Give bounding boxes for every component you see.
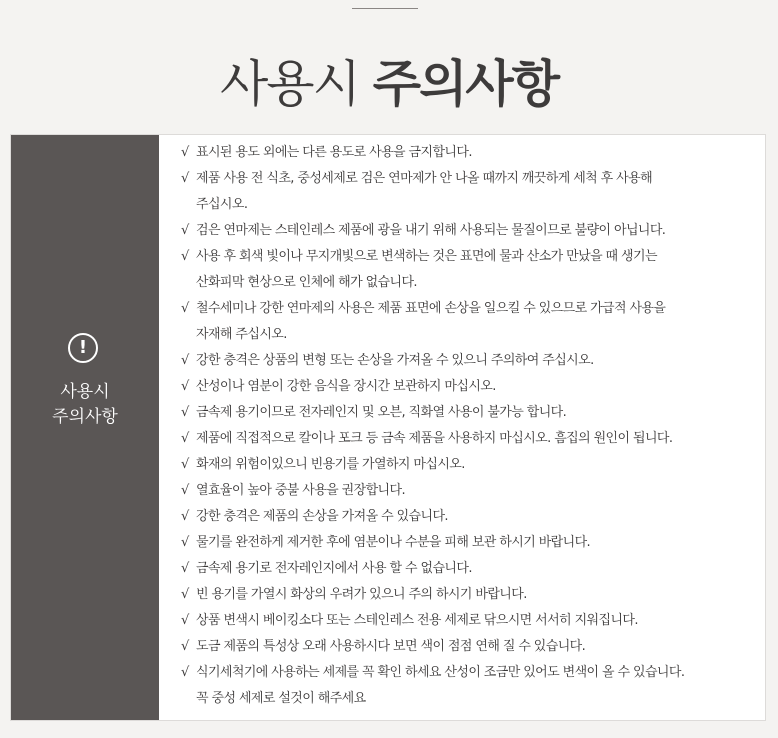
caution-item-text: 표시된 용도 외에는 다른 용도로 사용을 금지합니다.	[196, 145, 472, 160]
caution-item-text: 철수세미나 강한 연마제의 사용은 제품 표면에 손상을 일으킬 수 있으므로 가급적 사용을	[196, 301, 666, 316]
sidebar-label-line1: 사용시	[60, 382, 110, 402]
sidebar-label-line2: 주의사항	[52, 407, 118, 427]
sidebar-label	[11, 380, 159, 430]
caution-item-text: 도금 제품의 특성상 오래 사용하시다 보면 색이 점점 연해 질 수 있습니다.	[196, 639, 586, 654]
check-mark-icon: √	[181, 587, 189, 602]
check-mark-icon: √	[181, 483, 189, 498]
caution-item-text: 제품에 직접적으로 칼이나 포크 등 금속 제품을 사용하지 마십시오. 흠집의 원인이 됩니다.	[196, 431, 673, 446]
caution-item	[181, 530, 761, 556]
caution-item-text: 금속제 용기로 전자레인지에서 사용 할 수 없습니다.	[196, 561, 472, 576]
caution-item	[181, 244, 761, 296]
caution-item	[181, 426, 761, 452]
page-title-light: 사용시	[219, 55, 359, 113]
caution-item-text: 열효율이 높아 중불 사용을 권장합니다.	[196, 483, 405, 498]
check-mark-icon: √	[181, 431, 189, 446]
caution-item-text: 상품 변색시 베이킹소다 또는 스테인레스 전용 세제로 닦으시면 서서히 지워집니다.	[196, 613, 638, 628]
exclamation-circle-icon: !	[68, 333, 98, 363]
caution-item-text-continued: 자재해 주십시오.	[196, 327, 287, 342]
caution-item	[181, 166, 761, 218]
caution-item	[181, 296, 761, 348]
caution-item-text: 빈 용기를 가열시 화상의 우려가 있으니 주의 하시기 바랍니다.	[196, 587, 527, 602]
caution-item-text: 강한 충격은 제품의 손상을 가져올 수 있습니다.	[196, 509, 448, 524]
caution-item-text: 검은 연마제는 스테인레스 제품에 광을 내기 위해 사용되는 물질이므로 불량이 아닙니다.	[196, 223, 666, 238]
check-mark-icon: √	[181, 145, 189, 160]
check-mark-icon: √	[181, 353, 189, 368]
check-mark-icon: √	[181, 509, 189, 524]
top-divider	[352, 8, 418, 9]
check-mark-icon: √	[181, 457, 189, 472]
caution-item	[181, 608, 761, 634]
caution-item-text-continued: 산화피막 현상으로 인체에 해가 없습니다.	[196, 275, 417, 290]
page-title	[0, 52, 778, 116]
caution-item-text: 물기를 완전하게 제거한 후에 염분이나 수분을 피해 보관 하시기 바랍니다.	[196, 535, 591, 550]
caution-item	[181, 478, 761, 504]
check-mark-icon: √	[181, 301, 189, 316]
caution-item-text: 산성이나 염분이 강한 음식을 장시간 보관하지 마십시오.	[196, 379, 496, 394]
caution-item	[181, 218, 761, 244]
caution-item	[181, 400, 761, 426]
caution-item	[181, 504, 761, 530]
page-title-bold: 주의사항	[372, 55, 558, 113]
caution-item	[181, 634, 761, 660]
caution-item-text: 강한 충격은 상품의 변형 또는 손상을 가져올 수 있으니 주의하여 주십시오.	[196, 353, 594, 368]
caution-item-text: 화재의 위험이있으니 빈용기를 가열하지 마십시오.	[196, 457, 465, 472]
caution-item-text: 사용 후 회색 빛이나 무지개빛으로 변색하는 것은 표면에 물과 산소가 만났을 때 생기는	[196, 249, 657, 264]
caution-item-text-continued: 꼭 중성 세제로 설것이 해주세요	[196, 691, 366, 706]
check-mark-icon: √	[181, 223, 189, 238]
caution-item	[181, 660, 761, 712]
caution-item	[181, 374, 761, 400]
caution-item	[181, 348, 761, 374]
caution-item-text-continued: 주십시오.	[196, 197, 248, 212]
caution-item	[181, 582, 761, 608]
caution-list	[181, 140, 761, 712]
check-mark-icon: √	[181, 561, 189, 576]
caution-item	[181, 556, 761, 582]
check-mark-icon: √	[181, 665, 189, 680]
check-mark-icon: √	[181, 535, 189, 550]
caution-sidebar	[11, 135, 159, 720]
check-mark-icon: √	[181, 405, 189, 420]
caution-panel	[10, 134, 766, 721]
check-mark-icon: √	[181, 613, 189, 628]
check-mark-icon: √	[181, 639, 189, 654]
caution-item-text: 금속제 용기이므로 전자레인지 및 오븐, 직화열 사용이 불가능 합니다.	[196, 405, 567, 420]
caution-item-text: 제품 사용 전 식초, 중성세제로 검은 연마제가 안 나올 때까지 깨끗하게 세척 후 사용해	[196, 171, 653, 186]
caution-item	[181, 452, 761, 478]
check-mark-icon: √	[181, 249, 189, 264]
check-mark-icon: √	[181, 379, 189, 394]
caution-item	[181, 140, 761, 166]
check-mark-icon: √	[181, 171, 189, 186]
caution-item-text: 식기세척기에 사용하는 세제를 꼭 확인 하세요 산성이 조금만 있어도 변색이 올 수 있습니다.	[196, 665, 685, 680]
